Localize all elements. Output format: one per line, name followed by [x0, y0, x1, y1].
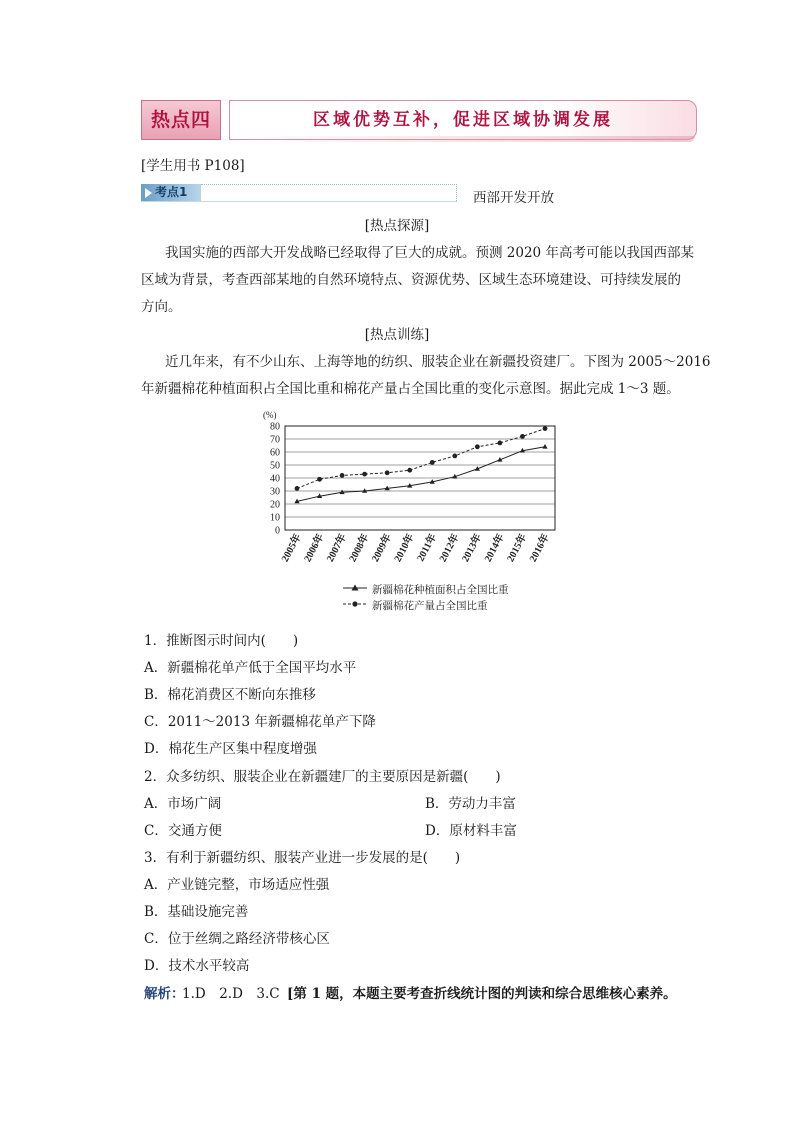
data-point-output — [362, 472, 367, 477]
book-reference: [学生用书 P108] — [141, 158, 245, 174]
data-point-output — [543, 426, 548, 431]
kaodian-underline — [141, 201, 457, 202]
question-stem: 2．众多纺织、服装企业在新疆建厂的主要原因是新疆( ) — [144, 769, 501, 785]
y-tick-label: 10 — [270, 512, 280, 524]
question-option: C．2011～2013 年新疆棉花单产下降 — [144, 714, 376, 730]
y-tick-label: 40 — [270, 473, 280, 485]
question-stem: 1．推断图示时间内( ) — [144, 633, 299, 649]
question-option: A．产业链完整，市场适应性强 — [144, 877, 330, 893]
question-option: C．位于丝绸之路经济带核心区 — [144, 931, 330, 947]
x-tick-label: 2014年 — [482, 532, 507, 564]
question-option: D．棉花生产区集中程度增强 — [144, 741, 317, 757]
data-point-output — [317, 477, 322, 482]
series-line-area — [297, 447, 545, 502]
y-tick-label: 60 — [270, 447, 280, 459]
answer-keys: 1.D 2.D 3.C — [182, 986, 280, 1002]
legend-circle-icon — [352, 601, 357, 606]
legend-label-area: 新疆棉花种植面积占全国比重 — [372, 584, 509, 596]
legend-label-output: 新疆棉花产量占全国比重 — [372, 600, 488, 612]
data-point-output — [385, 470, 390, 475]
topic-title-box — [229, 100, 697, 140]
x-tick-label: 2008年 — [347, 532, 372, 564]
data-point-output — [475, 444, 480, 449]
x-tick-label: 2006年 — [302, 532, 327, 564]
data-point-output — [452, 454, 457, 459]
data-point-area — [542, 444, 547, 449]
data-point-output — [498, 441, 503, 446]
paragraph-line: 近几年来，有不少山东、上海等地的纺织、服装企业在新疆投资建厂。下图为 2005～2016 — [165, 354, 711, 370]
chart-legend-markers — [340, 582, 370, 612]
x-tick-label: 2010年 — [392, 532, 417, 564]
paragraph-line: 区域为背景，考查西部某地的自然环境特点、资源优势、区域生态环境建设、可持续发展的 — [141, 272, 681, 288]
topic-tag — [141, 100, 221, 140]
question-option: D．原材料丰富 — [425, 823, 517, 839]
x-tick-label: 2012年 — [437, 532, 462, 564]
question-option: A．市场广阔 — [144, 796, 222, 812]
x-tick-label: 2009年 — [370, 532, 394, 564]
data-point-output — [430, 460, 435, 465]
question-option: A．新疆棉花单产低于全国平均水平 — [144, 660, 357, 676]
kaodian-title: 西部开发开放 — [473, 190, 554, 206]
question-option: B．劳动力丰富 — [425, 796, 516, 812]
question-stem: 3．有利于新疆纺织、服装产业进一步发展的是( ) — [144, 850, 461, 866]
x-tick-label: 2007年 — [324, 532, 349, 564]
topic-tag-text: 热点四 — [150, 109, 211, 131]
y-tick-label: 30 — [270, 486, 280, 498]
x-tick-label: 2013年 — [460, 532, 485, 564]
kaodian-frame — [201, 184, 457, 201]
kaodian-badge — [141, 184, 201, 201]
y-tick-label: 70 — [270, 434, 280, 446]
y-tick-label: 20 — [270, 499, 280, 511]
y-tick-label: 50 — [270, 460, 280, 472]
paragraph-line: 方向。 — [141, 299, 182, 315]
data-point-output — [520, 434, 525, 439]
question-option: C．交通方便 — [144, 823, 222, 839]
data-point-output — [407, 468, 412, 473]
section-heading-training: [热点训练] — [364, 327, 430, 343]
topic-title: 区域优势互补，促进区域协调发展 — [313, 110, 613, 130]
x-tick-label: 2005年 — [279, 532, 304, 564]
question-option: B．基础设施完善 — [144, 904, 249, 920]
answer-label: 解析： — [144, 986, 185, 1002]
kaodian-label: 考点1 — [155, 185, 188, 199]
paragraph-line: 我国实施的西部大开发战略已经取得了巨大的成就。预测 2020 年高考可能以我国西部某 — [165, 245, 694, 261]
x-tick-label: 2011年 — [415, 532, 439, 564]
data-point-output — [340, 473, 345, 478]
paragraph-line: 年新疆棉花种植面积占全国比重和棉花产量占全国比重的变化示意图。据此完成 1～3 题。 — [141, 381, 680, 397]
question-option: D．技术水平较高 — [144, 958, 250, 974]
answer-note: [第 1 题，本题主要考查折线统计图的判读和综合思维核心素养。 — [287, 986, 677, 1002]
data-point-output — [295, 486, 300, 491]
question-option: B．棉花消费区不断向东推移 — [144, 687, 316, 703]
x-tick-label: 2015年 — [505, 532, 530, 564]
section-heading-source: [热点探源] — [364, 218, 430, 234]
banner-decoration — [235, 136, 695, 142]
series-line-output — [297, 429, 545, 489]
y-tick-label: 0 — [275, 525, 280, 537]
y-tick-label: 80 — [270, 421, 280, 433]
y-axis-unit: (%) — [263, 410, 277, 420]
x-tick-label: 2016年 — [527, 532, 552, 564]
